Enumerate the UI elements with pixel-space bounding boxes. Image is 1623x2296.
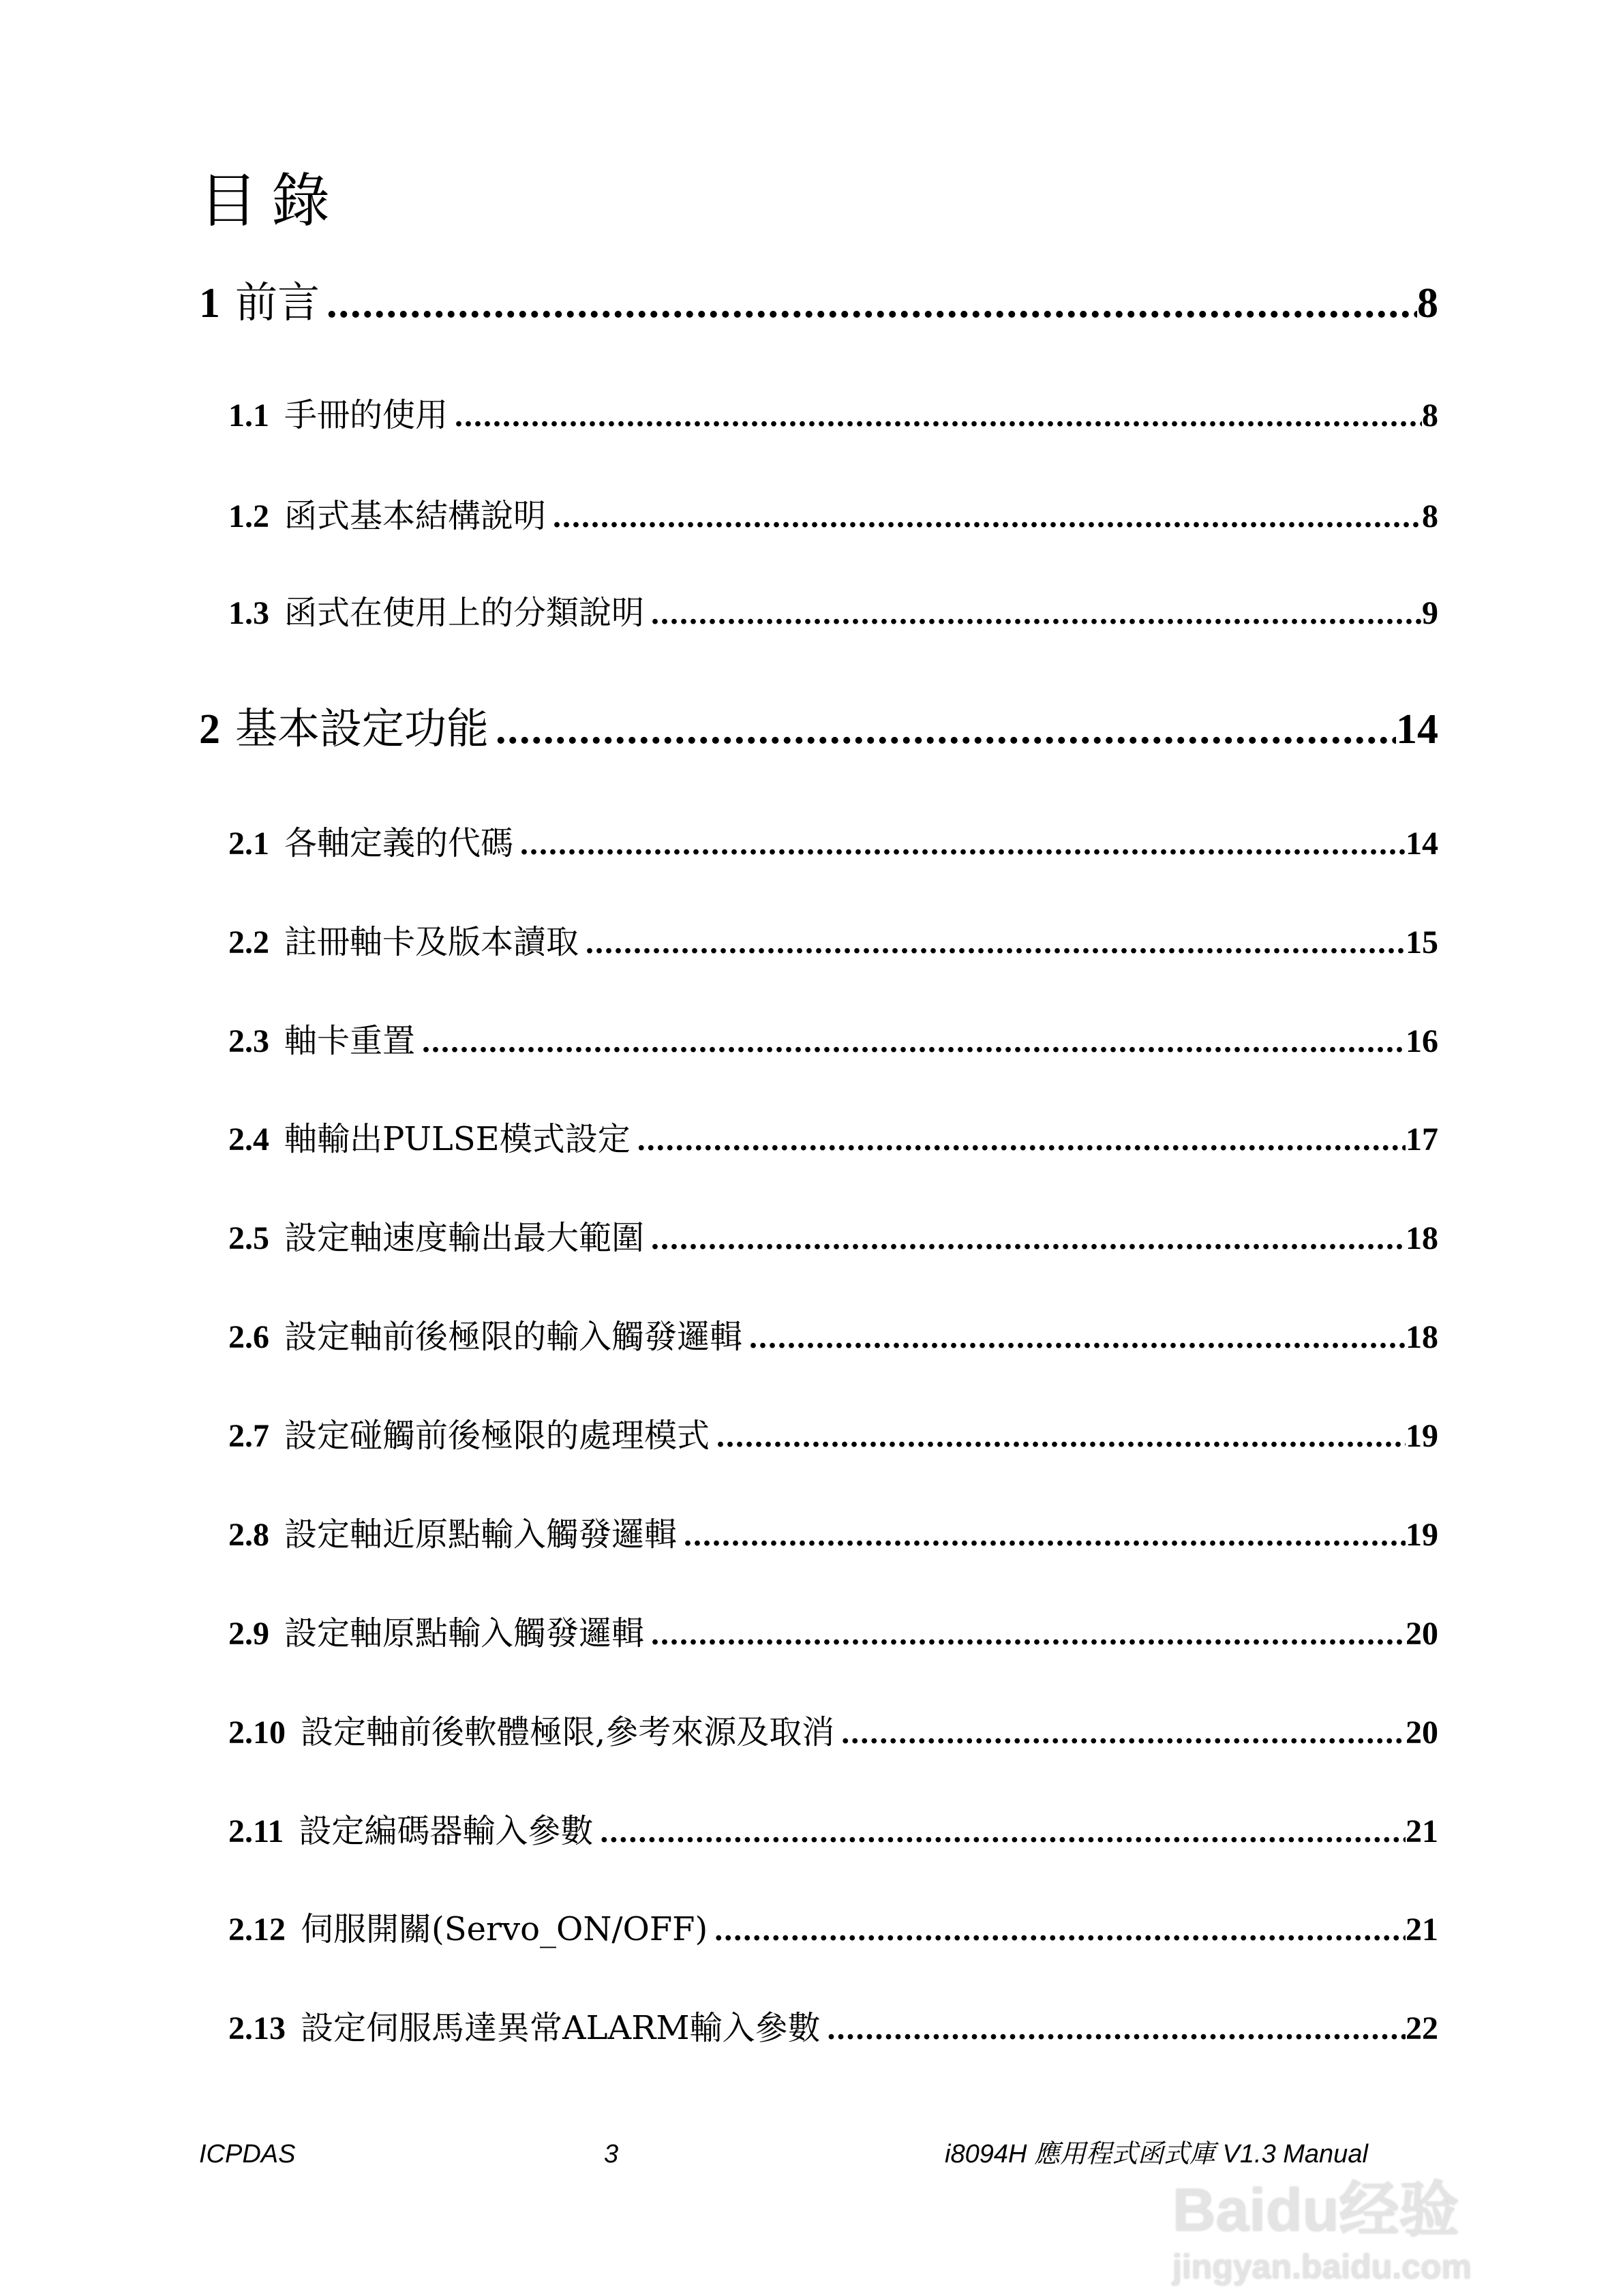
toc-section-entry[interactable] — [0, 1409, 1438, 1456]
footer-company: ICPDAS — [199, 2140, 296, 2169]
toc-section-entry[interactable] — [0, 489, 1438, 537]
toc-entry-label: 設定軸前後軟體極限,參考來源及取消 — [301, 1713, 835, 1751]
toc-entry-page: 18 — [1406, 1319, 1438, 1355]
toc-dot-leader — [828, 2010, 1406, 2047]
toc-section-entry[interactable] — [0, 1804, 1438, 1852]
toc-dot-leader — [600, 1813, 1406, 1850]
toc-section-entry[interactable] — [0, 1310, 1438, 1357]
toc-entry-label: 設定軸前後極限的輸入觸發邏輯 — [284, 1318, 743, 1356]
toc-entry-label: 函式在使用上的分類說明 — [284, 594, 645, 632]
toc-entry-page: 9 — [1422, 595, 1438, 631]
footer-document-title: i8094H 應用程式函式庫 V1.3 Manual — [945, 2140, 1368, 2169]
toc-dot-leader — [841, 1714, 1406, 1751]
toc-section-entry[interactable] — [0, 1211, 1438, 1258]
toc-entry-number: 2.9 — [228, 1616, 269, 1652]
toc-entry-label: 設定軸原點輸入觸發邏輯 — [284, 1614, 645, 1652]
toc-entry-page: 18 — [1406, 1220, 1438, 1256]
toc-dot-leader — [651, 594, 1422, 632]
toc-entry-number: 2.10 — [228, 1715, 286, 1751]
toc-entry-page: 16 — [1406, 1023, 1438, 1059]
toc-dot-leader — [684, 1516, 1406, 1554]
toc-entry-number: 2.8 — [228, 1517, 269, 1553]
toc-entry-number: 2.7 — [228, 1418, 269, 1454]
toc-entry-page: 21 — [1406, 1813, 1438, 1849]
toc-section-entry[interactable] — [0, 586, 1438, 633]
toc-entry-page: 22 — [1406, 2010, 1438, 2046]
toc-entry-number: 1 — [199, 280, 220, 327]
toc-dot-leader — [422, 1023, 1406, 1060]
toc-entry-label: 設定伺服馬達異常ALARM輸入參數 — [301, 2009, 821, 2047]
toc-entry-number: 1.2 — [228, 498, 269, 534]
toc-entry-label: 設定編碼器輸入參數 — [299, 1812, 594, 1850]
toc-entry-page: 20 — [1406, 1715, 1438, 1751]
toc-entry-page: 21 — [1406, 1912, 1438, 1948]
toc-entry-label: 各軸定義的代碼 — [284, 824, 514, 862]
toc-entry-number: 1.1 — [228, 397, 269, 434]
toc-entry-label: 前言 — [235, 277, 320, 327]
toc-entry-label: 設定軸近原點輸入觸發邏輯 — [284, 1515, 678, 1554]
toc-entry-page: 20 — [1406, 1616, 1438, 1652]
toc-section-entry[interactable] — [0, 1706, 1438, 1753]
toc-entry-number: 2.3 — [228, 1023, 269, 1059]
toc-dot-leader — [586, 924, 1406, 961]
toc-section-entry[interactable] — [0, 2002, 1438, 2049]
toc-dot-leader — [651, 1615, 1406, 1652]
toc-section-entry[interactable] — [0, 1113, 1438, 1160]
toc-entry-label: 函式基本結構說明 — [284, 497, 547, 535]
toc-entry-page: 19 — [1406, 1418, 1438, 1454]
toc-entry-label: 軸卡重置 — [284, 1022, 416, 1060]
toc-entry-number: 2.4 — [228, 1121, 269, 1158]
footer-page-number: 3 — [604, 2140, 619, 2169]
watermark-logo: Baidu经验 — [1172, 2176, 1459, 2244]
toc-chapter-entry[interactable] — [0, 269, 1438, 329]
toc-entry-page: 14 — [1396, 706, 1438, 753]
toc-entry-label: 伺服開關(Servo_ON/OFF) — [301, 1910, 708, 1948]
toc-dot-leader — [327, 280, 1417, 328]
toc-section-entry[interactable] — [0, 1508, 1438, 1555]
toc-entry-number: 2.2 — [228, 924, 269, 961]
toc-entry-number: 2.11 — [228, 1813, 284, 1849]
toc-entry-label: 手冊的使用 — [284, 396, 449, 434]
toc-entry-page: 17 — [1406, 1121, 1438, 1158]
toc-dot-leader — [749, 1318, 1406, 1356]
toc-entry-page: 19 — [1406, 1517, 1438, 1553]
toc-section-entry[interactable] — [0, 1903, 1438, 1950]
toc-entry-label: 註冊軸卡及版本讀取 — [284, 923, 579, 961]
watermark-url: jingyan.baidu.com — [1172, 2248, 1472, 2286]
toc-section-entry[interactable] — [0, 1014, 1438, 1061]
toc-entry-number: 2.5 — [228, 1220, 269, 1256]
toc-dot-leader — [496, 706, 1396, 754]
toc-entry-page: 15 — [1406, 924, 1438, 961]
toc-entry-number: 1.3 — [228, 595, 269, 631]
toc-entry-number: 2.13 — [228, 2010, 286, 2046]
toc-dot-leader — [714, 1911, 1406, 1948]
toc-section-entry[interactable] — [0, 817, 1438, 864]
toc-section-entry[interactable] — [0, 916, 1438, 963]
toc-chapter-entry[interactable] — [0, 695, 1438, 755]
toc-entry-number: 2.1 — [228, 826, 269, 862]
toc-dot-leader — [651, 1220, 1406, 1257]
toc-entry-page: 8 — [1422, 498, 1438, 534]
toc-dot-leader — [637, 1121, 1406, 1158]
toc-entry-page: 8 — [1417, 280, 1438, 327]
toc-section-entry[interactable] — [0, 1607, 1438, 1654]
toc-entry-label: 軸輸出PULSE模式設定 — [284, 1120, 631, 1158]
toc-dot-leader — [553, 498, 1422, 535]
toc-entry-number: 2 — [199, 706, 220, 753]
page-title: 目錄 — [199, 167, 344, 235]
toc-entry-page: 8 — [1422, 397, 1438, 434]
toc-entry-label: 基本設定功能 — [235, 704, 489, 753]
toc-entry-number: 2.6 — [228, 1319, 269, 1355]
toc-dot-leader — [520, 825, 1406, 862]
toc-entry-number: 2.12 — [228, 1912, 286, 1948]
toc-entry-label: 設定軸速度輸出最大範圍 — [284, 1219, 645, 1257]
toc-entry-label: 設定碰觸前後極限的處理模式 — [284, 1417, 710, 1455]
toc-section-entry[interactable] — [0, 389, 1438, 436]
toc-dot-leader — [716, 1417, 1406, 1455]
toc-dot-leader — [455, 397, 1422, 434]
toc-entry-page: 14 — [1406, 826, 1438, 862]
